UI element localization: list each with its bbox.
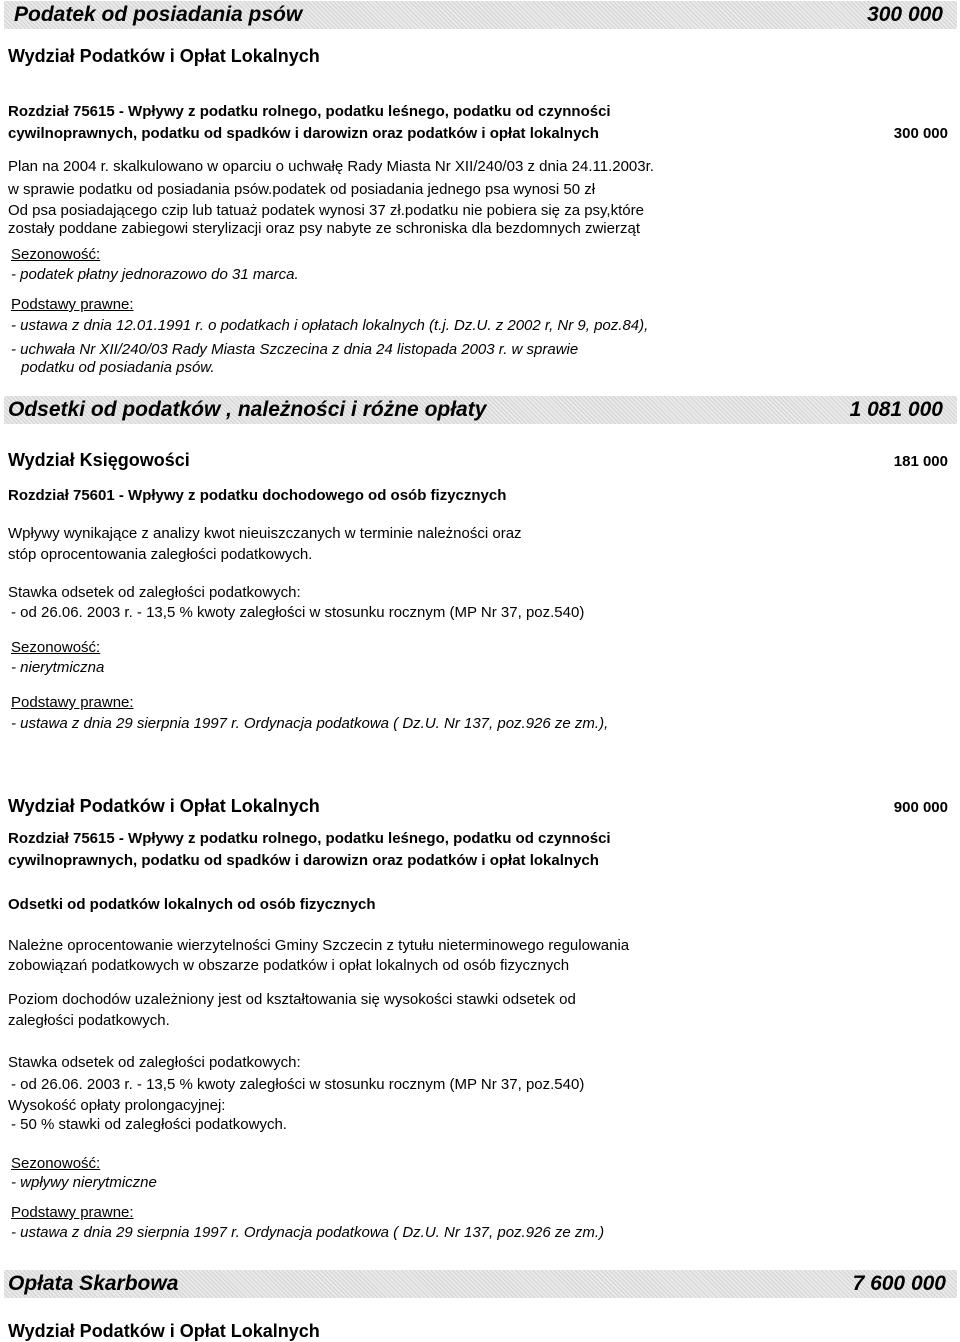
section-amount: 300 000 bbox=[867, 3, 943, 26]
chapter-line: Rozdział 75601 - Wpływy z podatku dochodowego od osób fizycznych bbox=[8, 487, 507, 504]
section-amount: 7 600 000 bbox=[852, 1272, 946, 1295]
prolongation-text: - 50 % stawki od zaległości podatkowych. bbox=[11, 1116, 287, 1133]
seasonality-text: - podatek płatny jednorazowo do 31 marca. bbox=[11, 266, 299, 283]
description-text: zobowiązań podatkowych w obszarze podatków i opłat lokalnych od osób fizycznych bbox=[8, 957, 570, 974]
legal-basis-item: podatku od posiadania psów. bbox=[21, 359, 215, 376]
seasonality-text: - wpływy nierytmiczne bbox=[11, 1174, 157, 1191]
seasonality-label: Sezonowość: bbox=[11, 639, 101, 656]
legal-basis-item: - uchwała Nr XII/240/03 Rady Miasta Szczecina z dnia 24 listopada 2003 r. w sprawie bbox=[11, 341, 579, 358]
chapter-line-2: cywilnoprawnych, podatku od spadków i darowizn oraz podatków i opłat lokalnych bbox=[8, 852, 599, 869]
plan-text: Od psa posiadającego czip lub tatuaż podatek wynosi 37 zł.podatku nie pobiera się za psy,które bbox=[8, 202, 644, 219]
chapter-line-2: cywilnoprawnych, podatku od spadków i darowizn oraz podatków i opłat lokalnych bbox=[8, 125, 599, 142]
seasonality-label: Sezonowość: bbox=[11, 246, 101, 263]
section-title: Opłata Skarbowa bbox=[8, 1272, 179, 1295]
prolongation-label: Wysokość opłaty prolongacyjnej: bbox=[8, 1097, 226, 1114]
seasonality-label: Sezonowość: bbox=[11, 1155, 101, 1172]
department-heading: Wydział Podatków i Opłat Lokalnych bbox=[8, 796, 320, 816]
legal-basis-label: Podstawy prawne: bbox=[11, 296, 134, 313]
department-heading: Wydział Księgowości bbox=[8, 450, 190, 470]
section-amount: 1 081 000 bbox=[849, 398, 943, 421]
chapter-amount: 300 000 bbox=[893, 125, 948, 142]
rate-label: Stawka odsetek od zaległości podatkowych: bbox=[8, 1054, 301, 1071]
legal-basis-item: - ustawa z dnia 29 sierpnia 1997 r. Ordynacja podatkowa ( Dz.U. Nr 137, poz.926 ze zm.) bbox=[11, 1224, 605, 1241]
legal-basis-label: Podstawy prawne: bbox=[11, 1204, 134, 1221]
section-title: Podatek od posiadania psów bbox=[14, 3, 303, 26]
section-title: Odsetki od podatków , należności i różne opłaty bbox=[8, 398, 487, 421]
plan-text: zostały poddane zabiegowi sterylizacji oraz psy nabyte ze schroniska dla bezdomnych zwierząt bbox=[8, 220, 640, 237]
subheading: Odsetki od podatków lokalnych od osób fizycznych bbox=[8, 896, 376, 913]
department-heading: Wydział Podatków i Opłat Lokalnych bbox=[8, 46, 320, 66]
description-text: zaległości podatkowych. bbox=[8, 1012, 170, 1029]
rate-label: Stawka odsetek od zaległości podatkowych: bbox=[8, 584, 301, 601]
plan-text: Plan na 2004 r. skalkulowano w oparciu o uchwałę Rady Miasta Nr XII/240/03 z dnia 24.11.2003r. bbox=[8, 158, 654, 175]
plan-text: w sprawie podatku od posiadania psów.podatek od posiadania jednego psa wynosi 50 zł bbox=[8, 181, 596, 198]
description-text: Wpływy wynikające z analizy kwot nieuiszczanych w terminie należności oraz bbox=[8, 525, 522, 542]
chapter-line-1: Rozdział 75615 - Wpływy z podatku rolnego, podatku leśnego, podatku od czynności bbox=[8, 103, 611, 120]
department-amount: 181 000 bbox=[893, 453, 948, 470]
description-text: Poziom dochodów uzależniony jest od kształtowania się wysokości stawki odsetek od bbox=[8, 991, 576, 1008]
chapter-line-1: Rozdział 75615 - Wpływy z podatku rolnego, podatku leśnego, podatku od czynności bbox=[8, 830, 611, 847]
legal-basis-item: - ustawa z dnia 12.01.1991 r. o podatkach i opłatach lokalnych (t.j. Dz.U. z 2002 r, Nr 9, poz.84), bbox=[11, 317, 649, 334]
legal-basis-item: - ustawa z dnia 29 sierpnia 1997 r. Ordynacja podatkowa ( Dz.U. Nr 137, poz.926 ze zm.), bbox=[11, 715, 609, 732]
description-text: stóp oprocentowania zaległości podatkowych. bbox=[8, 546, 313, 563]
department-heading: Wydział Podatków i Opłat Lokalnych bbox=[8, 1321, 320, 1341]
department-amount: 900 000 bbox=[893, 799, 948, 816]
rate-text: - od 26.06. 2003 r. - 13,5 % kwoty zaległości w stosunku rocznym (MP Nr 37, poz.540) bbox=[11, 604, 585, 621]
seasonality-text: - nierytmiczna bbox=[11, 659, 105, 676]
legal-basis-label: Podstawy prawne: bbox=[11, 694, 134, 711]
description-text: Należne oprocentowanie wierzytelności Gminy Szczecin z tytułu nieterminowego regulowania bbox=[8, 937, 630, 954]
rate-text: - od 26.06. 2003 r. - 13,5 % kwoty zaległości w stosunku rocznym (MP Nr 37, poz.540) bbox=[11, 1076, 585, 1093]
